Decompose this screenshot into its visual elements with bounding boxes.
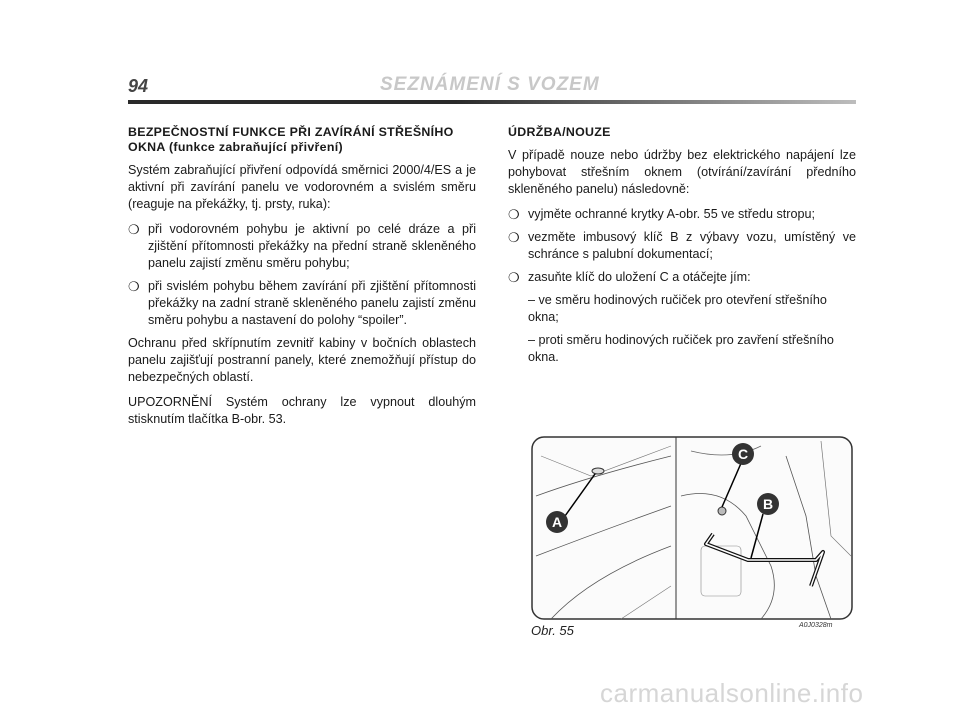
figure-code: A0J0328m: [799, 622, 833, 629]
header-rule: [128, 100, 856, 104]
safety-heading-line1: BEZPEČNOSTNÍ FUNKCE PŘI ZAVÍRÁNÍ STŘEŠNÍHO: [128, 125, 454, 139]
dash-item-counterclockwise: – proti směru hodinových ručiček pro zavření střešního okna.: [528, 333, 834, 364]
callout-b: B: [762, 496, 774, 512]
list-item: [508, 229, 856, 263]
watermark: carmanualsonline.info: [600, 678, 864, 708]
bullet-circle-icon: ❍: [128, 222, 140, 237]
list-item-text: vezměte imbusový klíč B z výbavy vozu, umístěný ve schránce s palubní dokumentací;: [528, 230, 856, 261]
list-item: [128, 278, 476, 329]
safety-intro: Systém zabraňující přivření odpovídá směrnici 2000/4/ES a je aktivní při zavírání panelu ve vodorovném a svislém směru (reaguje na překážky, tj. prsty, ruka):: [128, 163, 476, 211]
maintenance-intro: V případě nouze nebo údržby bez elektrického napájení lze pohybovat střešním oknem (otvírání/zavírání předního skleněného panelu) následovně:: [508, 148, 856, 196]
list-item: [508, 206, 856, 223]
bullet-circle-icon: ❍: [508, 270, 520, 285]
safety-heading: [128, 125, 476, 155]
list-item-text: při svislém pohybu během zavírání při zjištění přítomnosti překážky na zadní straně skleněného panelu zajistí změnu směru pohybu a nastavení do polohy “spoiler”.: [148, 279, 476, 327]
list-item-text: vyjměte ochranné krytky A-obr. 55 ve středu stropu;: [528, 207, 815, 221]
list-item: [508, 269, 856, 286]
bullet-circle-icon: ❍: [128, 279, 140, 294]
callout-a: A: [551, 514, 563, 530]
section-title: SEZNÁMENÍ S VOZEM: [380, 74, 600, 95]
right-column: [508, 125, 856, 372]
warning-paragraph: UPOZORNĚNÍ Systém ochrany lze vypnout dlouhým stisknutím tlačítka B-obr. 53.: [128, 395, 476, 426]
safety-heading-line2: OKNA (funkce zabraňující přivření): [128, 140, 343, 154]
list-item-text: při vodorovném pohybu je aktivní po celé dráze a při zjištění přítomnosti překážky na přední straně skleněného panelu zajistí změnu směru pohybu;: [148, 222, 476, 270]
bullet-circle-icon: ❍: [508, 207, 520, 222]
dash-item-clockwise: – ve směru hodinových ručiček pro otevření střešního okna;: [528, 293, 827, 324]
bullet-circle-icon: ❍: [508, 230, 520, 245]
sunroof-figure: [531, 436, 853, 620]
page-number: 94: [128, 76, 149, 96]
side-panels-paragraph: Ochranu před skřípnutím zevnitř kabiny v bočních oblastech panelu zajišťují postranní panely, které znemožňují přístup do nebezpečných oblastí.: [128, 336, 476, 384]
callout-c: C: [737, 446, 749, 462]
maintenance-heading: ÚDRŽBA/NOUZE: [508, 125, 611, 139]
left-column: [128, 125, 476, 436]
figure-caption: Obr. 55: [531, 623, 574, 638]
list-item: [128, 221, 476, 272]
list-item-text: zasuňte klíč do uložení C a otáčejte jím:: [528, 270, 751, 284]
